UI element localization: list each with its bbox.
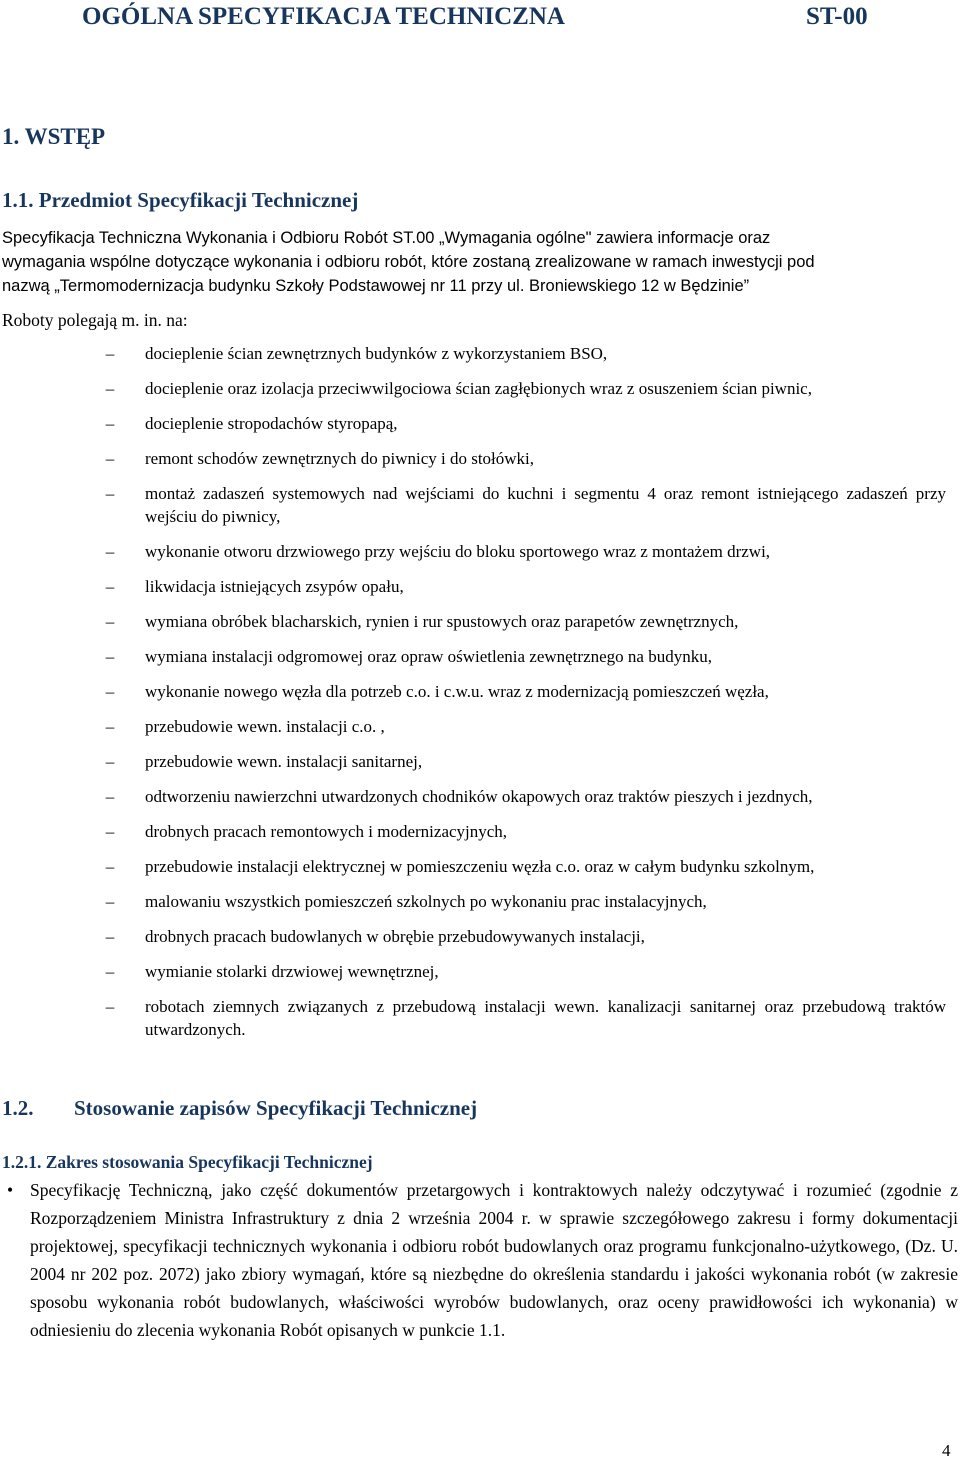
list-item xyxy=(0,995,960,1041)
list-item xyxy=(0,575,960,598)
spec-code: ST-00 xyxy=(806,3,868,30)
list-item xyxy=(0,540,960,563)
list-item-text: likwidacja istniejących zsypów opału, xyxy=(145,577,404,596)
bullet-icon: • xyxy=(7,1180,14,1200)
list-item-text: przebudowie wewn. instalacji sanitarnej, xyxy=(145,752,423,771)
scope-paragraph-text: Specyfikację Techniczną, jako część dokumentów przetargowych i kontraktowych należy odczytywać i rozumieć (zgodnie z Rozporządzeniem Ministra Infrastruktury z dnia 2 września 2004 r. w sprawie szczegółowego zakresu i formy dokumentacji projektowej, specyfikacji technicznych wykonania i odbioru robót budowlanych oraz programu funkcjonalno-użytkowego, (Dz. U. 2004 nr 202 poz. 2072) jako zbiory wymagań, które są niezbędne do określenia standardu i jakości wykonania robót (w zakresie sposobu wykonania robót budowlanych, właściwości wyrobów budowlanych, oraz oceny prawidłowości ich wykonania) w odniesieniu do zlecenia wykonania Robót opisanych w punkcie 1.1. xyxy=(30,1180,958,1340)
dash-icon: – xyxy=(105,857,115,876)
list-item-text: montaż zadaszeń systemowych nad wejściami do kuchni i segmentu 4 oraz remont istniejącego zadaszeń przy wejściu do piwnicy, xyxy=(145,484,946,526)
dash-icon: – xyxy=(105,449,115,468)
document-title: OGÓLNA SPECYFIKACJA TECHNICZNA xyxy=(82,3,565,30)
list-item-text: przebudowie instalacji elektrycznej w pomieszczeniu węzła c.o. oraz w całym budynku szkolnym, xyxy=(145,857,815,876)
dash-icon: – xyxy=(105,962,115,981)
dash-icon: – xyxy=(105,892,115,911)
list-item xyxy=(0,890,960,913)
dash-icon: – xyxy=(105,414,115,433)
dash-icon: – xyxy=(105,344,115,363)
works-list xyxy=(0,342,960,1053)
dash-icon: – xyxy=(105,542,115,561)
list-item xyxy=(0,750,960,773)
list-item-text: drobnych pracach budowlanych w obrębie przebudowywanych instalacji, xyxy=(145,927,645,946)
list-item xyxy=(0,680,960,703)
section-number-1-2: 1.2. xyxy=(2,1096,34,1120)
intro-line-2: wymagania wspólne dotyczące wykonania i odbioru robót, które zostaną zrealizowane w ramach inwestycji pod xyxy=(2,253,815,271)
works-lead-text: Roboty polegają m. in. na: xyxy=(2,310,188,330)
section-heading-1: 1. WSTĘP xyxy=(2,124,106,149)
list-item-text: odtworzeniu nawierzchni utwardzonych chodników okapowych oraz traktów pieszych i jezdnych, xyxy=(145,787,813,806)
dash-icon: – xyxy=(105,379,115,398)
dash-icon: – xyxy=(105,822,115,841)
list-item-text: docieplenie oraz izolacja przeciwwilgociowa ścian zagłębionych wraz z osuszeniem ścian piwnic, xyxy=(145,379,812,398)
dash-icon: – xyxy=(105,682,115,701)
list-item-text: drobnych pracach remontowych i modernizacyjnych, xyxy=(145,822,508,841)
list-item xyxy=(0,820,960,843)
list-item-text: wykonanie nowego węzła dla potrzeb c.o. i c.w.u. wraz z modernizacją pomieszczeń węzła, xyxy=(145,682,769,701)
list-item-text: przebudowie wewn. instalacji c.o. , xyxy=(145,717,385,736)
list-item xyxy=(0,482,960,528)
list-item-text: wymiana obróbek blacharskich, rynien i rur spustowych oraz parapetów zewnętrznych, xyxy=(145,612,739,631)
list-item-text: wymiana instalacji odgromowej oraz opraw oświetlenia zewnętrznego na budynku, xyxy=(145,647,712,666)
intro-paragraph xyxy=(2,226,958,298)
dash-icon: – xyxy=(105,787,115,806)
section-title-1-2: Stosowanie zapisów Specyfikacji Technicznej xyxy=(74,1096,478,1120)
scope-paragraph xyxy=(7,1176,958,1344)
list-item xyxy=(0,960,960,983)
list-item xyxy=(0,342,960,365)
list-item xyxy=(0,610,960,633)
dash-icon: – xyxy=(105,647,115,666)
list-item xyxy=(0,925,960,948)
list-item-text: malowaniu wszystkich pomieszczeń szkolnych po wykonaniu prac instalacyjnych, xyxy=(145,892,707,911)
list-item-text: wykonanie otworu drzwiowego przy wejściu do bloku sportowego wraz z montażem drzwi, xyxy=(145,542,771,561)
list-item xyxy=(0,645,960,668)
list-item xyxy=(0,715,960,738)
intro-line-3: nazwą „Termomodernizacja budynku Szkoły Podstawowej nr 11 przy ul. Broniewskiego 12 w Będzinie” xyxy=(2,277,750,295)
intro-line-1: Specyfikacja Techniczna Wykonania i Odbioru Robót ST.00 „Wymagania ogólne" zawiera informacje oraz xyxy=(2,229,771,247)
dash-icon: – xyxy=(105,717,115,736)
list-item-text: docieplenie stropodachów styropapą, xyxy=(145,414,398,433)
section-heading-1-2-1: 1.2.1. Zakres stosowania Specyfikacji Technicznej xyxy=(2,1152,373,1172)
list-item xyxy=(0,412,960,435)
list-item xyxy=(0,377,960,400)
section-heading-1-1: 1.1. Przedmiot Specyfikacji Technicznej xyxy=(2,188,359,212)
list-item-text: remont schodów zewnętrznych do piwnicy i do stołówki, xyxy=(145,449,535,468)
dash-icon: – xyxy=(105,927,115,946)
list-item xyxy=(0,855,960,878)
dash-icon: – xyxy=(105,997,115,1016)
page-number: 4 xyxy=(942,1441,951,1460)
dash-icon: – xyxy=(105,577,115,596)
list-item-text: robotach ziemnych związanych z przebudową instalacji wewn. kanalizacji sanitarnej oraz przebudową traktów utwardzonych. xyxy=(145,997,946,1039)
dash-icon: – xyxy=(105,752,115,771)
dash-icon: – xyxy=(105,484,115,503)
section-heading-1-2 xyxy=(2,1093,477,1123)
list-item xyxy=(0,447,960,470)
list-item-text: wymianie stolarki drzwiowej wewnętrznej, xyxy=(145,962,439,981)
dash-icon: – xyxy=(105,612,115,631)
list-item-text: docieplenie ścian zewnętrznych budynków z wykorzystaniem BSO, xyxy=(145,344,608,363)
list-item xyxy=(0,785,960,808)
